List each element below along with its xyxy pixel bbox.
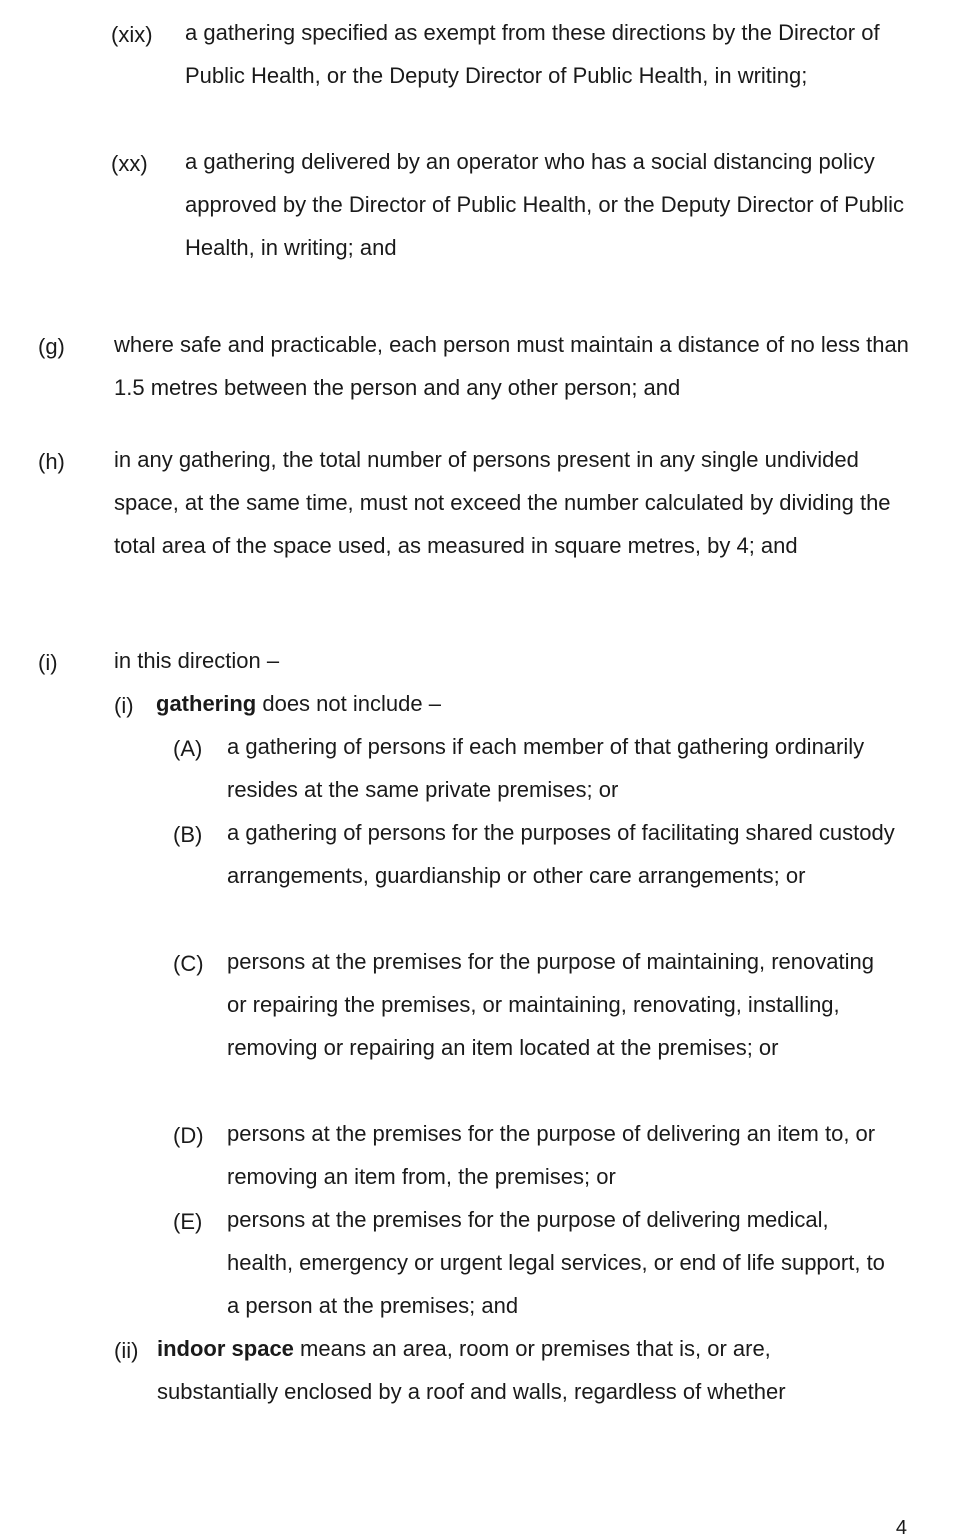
item-C-text: persons at the premises for the purpose of maintaining, renovating or repairing the premises, or maintaining, renovating, installing, removing or repairing an item located at the premises; or [227,949,874,1060]
item-B-label: (B) [173,822,203,847]
item-B-text: a gathering of persons for the purposes of facilitating shared custody arrangements, guardianship or other care arrangements; or [227,820,895,888]
item-E-text: persons at the premises for the purpose of delivering medical, health, emergency or urgent legal services, or end of life support, to a person at the premises; and [227,1207,885,1318]
item-xix-text: a gathering specified as exempt from these directions by the Director of Public Health, or the Deputy Director of Public Health, in writing; [185,20,880,88]
item-ii-definition: means an area, room or premises that is, or are, substantially enclosed by a roof and walls, regardless of whether [157,1336,786,1404]
item-h-text: in any gathering, the total number of persons present in any single undivided space, at the same time, must not exceed the number calculated by dividing the total area of the space used, as measured in square metres, by 4; and [114,447,891,558]
item-D-label: (D) [173,1123,204,1148]
item-g-label: (g) [38,334,65,359]
item-xx-label: (xx) [111,151,148,176]
item-xx-text: a gathering delivered by an operator who has a social distancing policy approved by the Director of Public Health, or the Deputy Director of Public Health, in writing; and [185,149,905,260]
item-i-i-definition: does not include – [256,691,441,716]
item-A-text: a gathering of persons if each member of that gathering ordinarily resides at the same private premises; or [227,734,865,802]
item-ii-text [157,1327,887,1413]
item-C-label: (C) [173,951,204,976]
item-i-i-text [156,682,906,725]
item-D-text: persons at the premises for the purpose of delivering an item to, or removing an item from, the premises; or [227,1121,876,1189]
defined-term-indoor-space: indoor space [157,1336,294,1361]
item-i-label: (i) [38,650,58,675]
item-E-label: (E) [173,1209,203,1234]
item-i-text: in this direction – [114,648,280,673]
item-ii-label: (ii) [114,1338,139,1363]
defined-term-gathering: gathering [156,691,257,716]
item-xix-label: (xix) [111,22,153,47]
item-h-label: (h) [38,449,65,474]
item-i-i-label: (i) [114,693,134,718]
page-number: 4 [895,1517,907,1539]
item-A-label: (A) [173,736,203,761]
item-g-text: where safe and practicable, each person must maintain a distance of no less than 1.5 metres between the person and any other person; and [114,332,909,400]
